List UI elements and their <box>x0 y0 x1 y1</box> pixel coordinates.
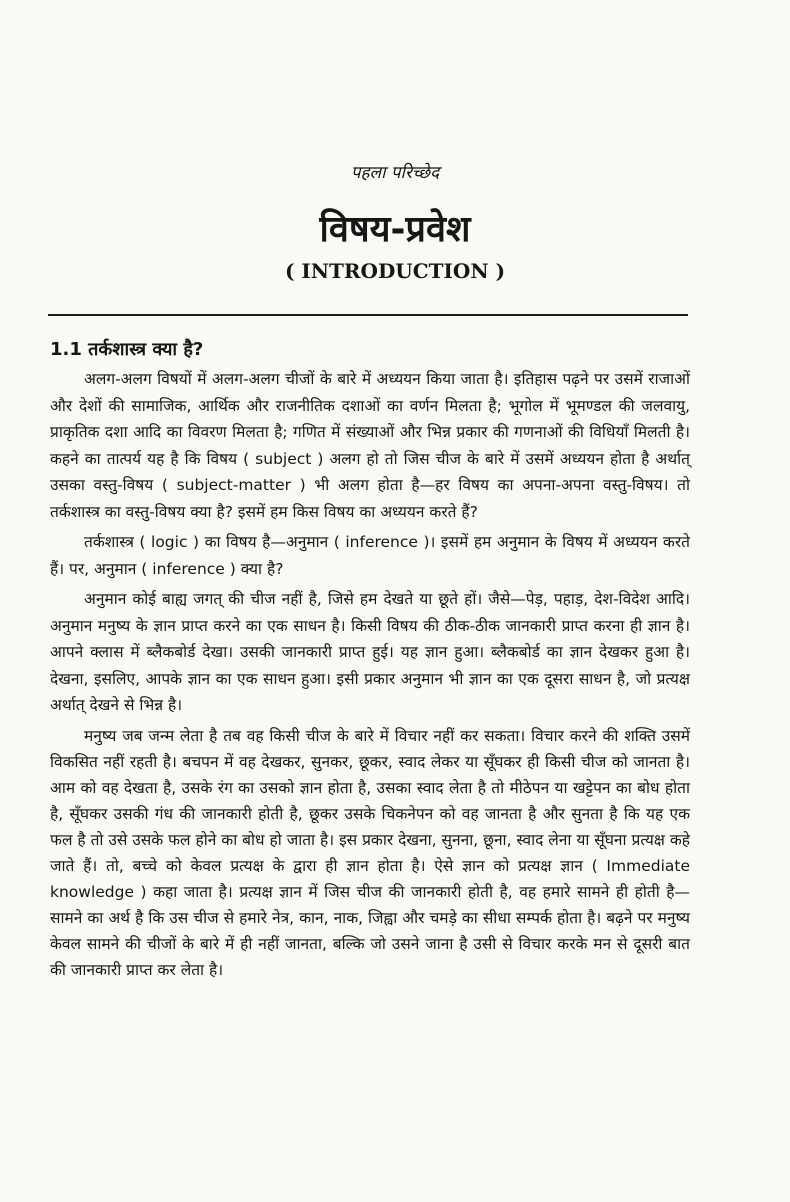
chapter-kicker: पहला परिच्छेद <box>350 163 440 183</box>
paragraph: मनुष्य जब जन्म लेता है तब वह किसी चीज के बारे में विचार नहीं कर सकता। विचार करने की शक्ति उसमें विकसित नहीं रहती है। बचपन में वह देखकर, सुनकर, छूकर, स्वाद लेकर या सूँघकर ही किसी चीज को जानता है। आम को वह देखता है, उसके रंग का उसको ज्ञान होता है, उसका स्वाद लेता है तो मीठेपन या खट्टेपन का बोध होता है, सूँघकर उसकी गंध की जानकारी होती है, छूकर उसके चिकनेपन को वह जानता है और सुनता है कि यह एक फल है तो उसे उसके फल होने का बोध हो जाता है। इस प्रकार देखना, सुनना, छूना, स्वाद लेना या सूँघना प्रत्यक्ष कहे जाते हैं। तो, बच्चे को केवल प्रत्यक्ष के द्वारा ही ज्ञान होता है। ऐसे ज्ञान को प्रत्यक्ष ज्ञान ( Immediate knowledge ) कहा जाता है। प्रत्यक्ष ज्ञान में जिस चीज की जानकारी होती है, वह हमारे सामने ही होती है—सामने का अर्थ है कि उस चीज से हमारे नेत्र, कान, नाक, जिह्वा और चमड़े का सीधा सम्पर्क होता है। बढ़ने पर मनुष्य केवल सामने की चीजों के बारे में ही नहीं जानता, बल्कि जो उसने जाना है उसी से विचार करके मन से दूसरी बात की जानकारी प्राप्त कर लेता है। <box>50 726 690 979</box>
paragraph: अनुमान कोई बाह्य जगत् की चीज नहीं है, जिसे हम देखते या छूते हों। जैसे—पेड़, पहाड़, देश-विदेश आदि। अनुमान मनुष्य के ज्ञान प्राप्त करने का एक साधन है। किसी विषय की ठीक-ठीक जानकारी प्राप्त करना ही ज्ञान है। आपने क्लास में ब्लैकबोर्ड देखा। उसकी जानकारी प्राप्त हुई। यह ज्ञान हुआ। ब्लैकबोर्ड का ज्ञान देखकर हुआ है। देखना, इसलिए, आपके ज्ञान का एक साधन हुआ। इसी प्रकार अनुमान भी ज्ञान का एक दूसरा साधन है, जो प्रत्यक्ष अर्थात् देखने से भिन्न है। <box>50 590 690 714</box>
section-heading: 1.1 तर्कशास्त्र क्या है? <box>50 339 204 360</box>
heading-divider <box>48 314 688 316</box>
paragraph: अलग-अलग विषयों में अलग-अलग चीजों के बारे में अध्ययन किया जाता है। इतिहास पढ़ने पर उसमें राजाओं और देशों की सामाजिक, आर्थिक और राजनीतिक दशाओं का वर्णन मिलता है; भूगोल में भूमण्डल की जलवायु, प्राकृतिक दशा आदि का विवरण मिलता है; गणित में संख्याओं और भिन्न प्रकार की गणनाओं की विधियाँ मिलती है। कहने का तात्पर्य यह है कि विषय ( subject ) अलग हो तो जिस चीज के बारे में उसमें अध्ययन होता है अर्थात् उसका वस्तु-विषय ( subject-matter ) भी अलग होता है—हर विषय का अपना-अपना वस्तु-विषय। तो तर्कशास्त्र का वस्तु-विषय क्या है? इसमें हम किस विषय का अध्ययन करते हैं? <box>50 370 690 521</box>
chapter-subtitle: ( INTRODUCTION ) <box>284 259 506 283</box>
paragraph: तर्कशास्त्र ( logic ) का विषय है—अनुमान ( inference )। इसमें हम अनुमान के विषय में अध्ययन करते हैं। पर, अनुमान ( inference ) क्या है? <box>50 533 690 578</box>
body-text <box>50 366 690 987</box>
chapter-title: विषय-प्रवेश <box>319 209 471 250</box>
